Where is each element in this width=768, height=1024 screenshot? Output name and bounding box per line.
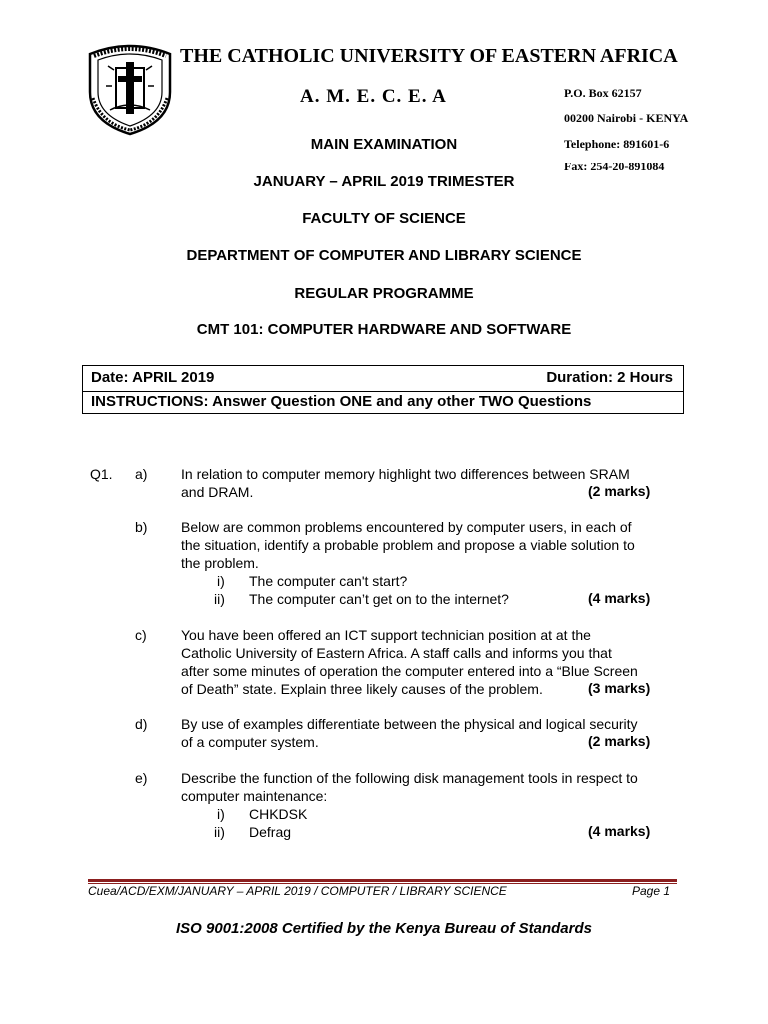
part-c-line2: Catholic University of Eastern Africa. A staff calls and informs you that [181, 645, 612, 661]
telephone: Telephone: 891601-6 [564, 137, 670, 151]
university-name: THE CATHOLIC UNIVERSITY OF EASTERN AFRICA [180, 45, 678, 67]
part-d-label: d) [135, 716, 148, 732]
part-e-item-text: CHKDSK [249, 806, 308, 822]
part-b-item-num: ii) [214, 591, 225, 607]
faculty-heading: FACULTY OF SCIENCE [302, 210, 466, 227]
programme-heading: REGULAR PROGRAMME [294, 285, 474, 302]
part-b-line3: the problem. [181, 555, 259, 571]
exam-date: Date: APRIL 2019 [91, 369, 215, 386]
part-e-line2: computer maintenance: [181, 788, 328, 804]
part-b-marks: (4 marks) [588, 590, 651, 606]
part-e-item-num: i) [217, 806, 225, 822]
po-box: P.O. Box 62157 [564, 86, 642, 100]
question-number: Q1. [90, 466, 113, 482]
exam-info-box [82, 365, 684, 414]
part-d-line2: of a computer system. [181, 734, 319, 750]
part-d-line1: By use of examples differentiate between the physical and logical security [181, 716, 638, 732]
department-heading: DEPARTMENT OF COMPUTER AND LIBRARY SCIENCE [186, 247, 582, 264]
exam-instructions: INSTRUCTIONS: Answer Question ONE and any other TWO Questions [91, 393, 592, 410]
date-duration-row [83, 366, 683, 392]
part-b-line2: the situation, identify a probable problem and propose a viable solution to [181, 537, 635, 553]
part-c-label: c) [135, 627, 147, 643]
fax-clipped [564, 163, 714, 173]
part-a-line1: In relation to computer memory highlight two differences between SRAM [181, 466, 630, 482]
part-b-item-num: i) [217, 573, 225, 589]
instructions-row [83, 391, 683, 414]
part-e-label: e) [135, 770, 148, 786]
part-b-item-text: The computer can't start? [249, 573, 408, 589]
part-e-item-num: ii) [214, 824, 225, 840]
exam-title: MAIN EXAMINATION [310, 136, 458, 153]
footer-reference: Cuea/ACD/EXM/JANUARY – APRIL 2019 / COMPUTER / LIBRARY SCIENCE [88, 884, 507, 898]
part-d-marks: (2 marks) [588, 733, 651, 749]
part-e-item-text: Defrag [249, 824, 292, 840]
course-heading: CMT 101: COMPUTER HARDWARE AND SOFTWARE [196, 321, 572, 338]
part-c-line4: of Death” state. Explain three likely causes of the problem. [181, 681, 543, 697]
amecea-heading: A. M. E. C. E. A [300, 86, 447, 107]
iso-certification: ISO 9001:2008 Certified by the Kenya Bureau of Standards [176, 920, 592, 937]
part-a-line2: and DRAM. [181, 484, 254, 500]
exam-duration: Duration: 2 Hours [546, 369, 673, 386]
fax-text: Fax: 254-20-891084 [564, 163, 665, 173]
part-e-marks: (4 marks) [588, 823, 651, 839]
part-a-label: a) [135, 466, 148, 482]
part-e-line1: Describe the function of the following disk management tools in respect to [181, 770, 638, 786]
part-a-marks: (2 marks) [588, 483, 651, 499]
university-crest-icon [80, 40, 180, 136]
part-b-line1: Below are common problems encountered by computer users, in each of [181, 519, 632, 535]
part-b-label: b) [135, 519, 148, 535]
postal-city: 00200 Nairobi - KENYA [564, 111, 689, 125]
part-c-line3: after some minutes of operation the computer entered into a “Blue Screen [181, 663, 638, 679]
part-b-item-text: The computer can’t get on to the internet? [249, 591, 509, 607]
page-number: Page 1 [632, 884, 671, 898]
footer-divider [88, 879, 677, 882]
part-c-line1: You have been offered an ICT support technician position at at the [181, 627, 591, 643]
exam-trimester: JANUARY – APRIL 2019 TRIMESTER [253, 173, 515, 190]
part-c-marks: (3 marks) [588, 680, 651, 696]
